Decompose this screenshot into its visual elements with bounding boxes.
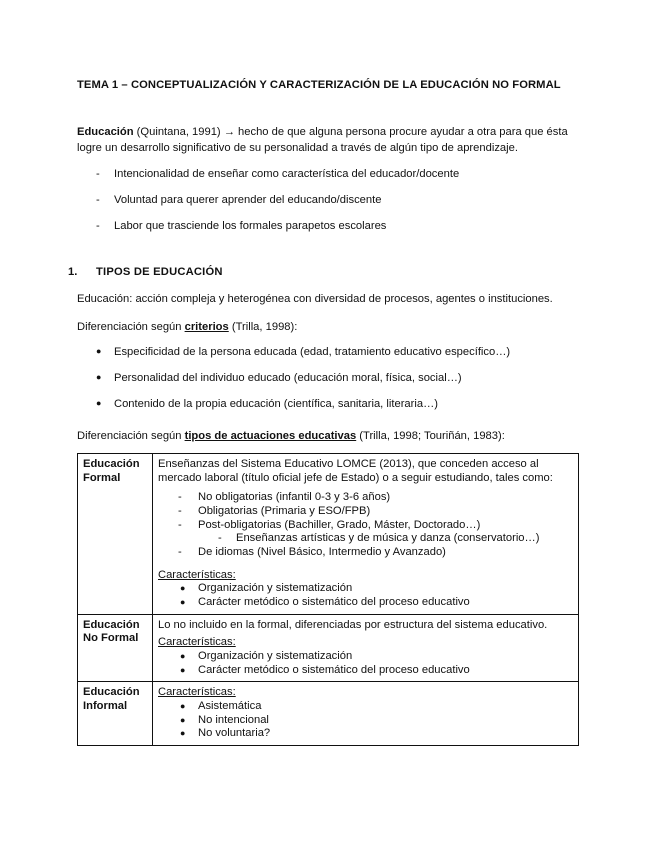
- formal-level-text: No obligatorias (infantil 0-3 y 3-6 años): [198, 491, 391, 504]
- formal-levels-list: [178, 491, 573, 559]
- formal-description: Enseñanzas del Sistema Educativo LOMCE (2013), que conceden acceso al mercado laboral (título oficial jefe de Estado) o a seguir estudiando, tales como:: [158, 458, 553, 484]
- bullet-marker: ●: [180, 583, 186, 594]
- actions-link: tipos de actuaciones educativas: [184, 430, 357, 442]
- dash-marker: -: [96, 168, 100, 180]
- list-item: [178, 650, 573, 664]
- criteria-intro: [77, 319, 587, 335]
- characteristic-text: Carácter metódico o sistemático del proceso educativo: [198, 663, 470, 676]
- characteristic-text: Organización y sistematización: [198, 582, 353, 595]
- characteristics-label: Características:: [158, 636, 236, 649]
- bullet-marker: ●: [180, 714, 186, 725]
- criteria-link: criterios: [184, 321, 229, 333]
- list-item: [178, 727, 573, 741]
- section-paragraph: Educación: acción compleja y heterogénea con diversidad de procesos, agentes o instituciones.: [77, 293, 553, 305]
- row-label-informal: Educación Informal: [78, 682, 153, 746]
- list-item: [178, 596, 573, 610]
- section-title: TIPOS DE EDUCACIÓN: [96, 266, 223, 278]
- characteristics-list: [178, 700, 573, 741]
- characteristics-label: Características:: [158, 568, 236, 581]
- list-item: [178, 519, 573, 546]
- bullet-marker: ●: [96, 372, 102, 382]
- row-content-no-formal: [153, 614, 579, 682]
- characteristic-text: Organización y sistematización: [198, 649, 353, 662]
- criteria-item-text: Especificidad de la persona educada (edad, tratamiento educativo específico…): [114, 346, 511, 358]
- education-types-table: [77, 453, 579, 746]
- actions-pre: Diferenciación según: [77, 430, 185, 442]
- nested-item-text: Enseñanzas artísticas y de música y danza (conservatorio…): [236, 532, 540, 545]
- criteria-post: (Trilla, 1998):: [228, 321, 298, 333]
- dash-marker: -: [178, 491, 182, 504]
- list-item: [178, 700, 573, 714]
- bullet-marker: ●: [180, 700, 186, 711]
- list-item: [178, 491, 573, 505]
- dash-marker: -: [218, 532, 222, 545]
- intro-definition: (Quintana, 1991) → hecho de que alguna persona procure ayudar a otra para que ésta logre un desarrollo significativo de su personalidad a través de algún tipo de aprendizaje.: [77, 126, 568, 155]
- table-row: [78, 614, 579, 682]
- no-formal-description: Lo no incluido en la formal, diferenciadas por estructura del sistema educativo.: [158, 618, 548, 631]
- formal-level-text: Obligatorias (Primaria y ESO/FPB): [198, 504, 371, 517]
- characteristics-label: Características:: [158, 686, 236, 699]
- nested-list: [218, 532, 573, 546]
- intro-item-text: Labor que trasciende los formales parapetos escolares: [114, 220, 387, 232]
- dash-marker: -: [96, 194, 100, 206]
- characteristics-list: [178, 582, 573, 609]
- list-item: [178, 582, 573, 596]
- section-number: 1.: [68, 266, 78, 278]
- actions-intro: [77, 428, 587, 444]
- list-item: [178, 664, 573, 678]
- intro-term: Educación: [77, 126, 134, 138]
- dash-marker: -: [178, 504, 182, 517]
- bullet-marker: ●: [96, 398, 102, 408]
- characteristic-text: No intencional: [198, 713, 269, 726]
- criteria-pre: Diferenciación según: [77, 321, 185, 333]
- characteristic-text: No voluntaria?: [198, 727, 271, 740]
- intro-paragraph: [77, 124, 587, 156]
- table-row: [78, 682, 579, 746]
- intro-item-text: Voluntad para querer aprender del educando/discente: [114, 194, 382, 206]
- bullet-marker: ●: [180, 596, 186, 607]
- actions-post: (Trilla, 1998; Touriñán, 1983):: [356, 430, 505, 442]
- page-title: TEMA 1 – CONCEPTUALIZACIÓN Y CARACTERIZACIÓN DE LA EDUCACIÓN NO FORMAL: [77, 79, 561, 91]
- dash-marker: -: [96, 220, 100, 232]
- table-row: [78, 454, 579, 615]
- formal-level-text: Post-obligatorias (Bachiller, Grado, Máster, Doctorado…): [198, 518, 481, 531]
- formal-level-text: De idiomas (Nivel Básico, Intermedio y Avanzado): [198, 545, 446, 558]
- list-item: [218, 532, 573, 546]
- dash-marker: -: [178, 518, 182, 531]
- list-item: [178, 505, 573, 519]
- dash-marker: -: [178, 545, 182, 558]
- intro-item-text: Intencionalidad de enseñar como característica del educador/docente: [114, 168, 460, 180]
- criteria-item-text: Contenido de la propia educación (científica, sanitaria, literaria…): [114, 398, 438, 410]
- characteristics-list: [178, 650, 573, 677]
- bullet-marker: ●: [180, 664, 186, 675]
- list-item: [178, 546, 573, 560]
- row-label-no-formal: Educación No Formal: [78, 614, 153, 682]
- characteristic-text: Asistemática: [198, 699, 262, 712]
- characteristic-text: Carácter metódico o sistemático del proceso educativo: [198, 595, 470, 608]
- row-content-informal: [153, 682, 579, 746]
- list-item: [178, 714, 573, 728]
- row-content-formal: [153, 454, 579, 615]
- criteria-item-text: Personalidad del individuo educado (educación moral, física, social…): [114, 372, 462, 384]
- bullet-marker: ●: [96, 346, 102, 356]
- row-label-formal: Educación Formal: [78, 454, 153, 615]
- bullet-marker: ●: [180, 650, 186, 661]
- bullet-marker: ●: [180, 728, 186, 739]
